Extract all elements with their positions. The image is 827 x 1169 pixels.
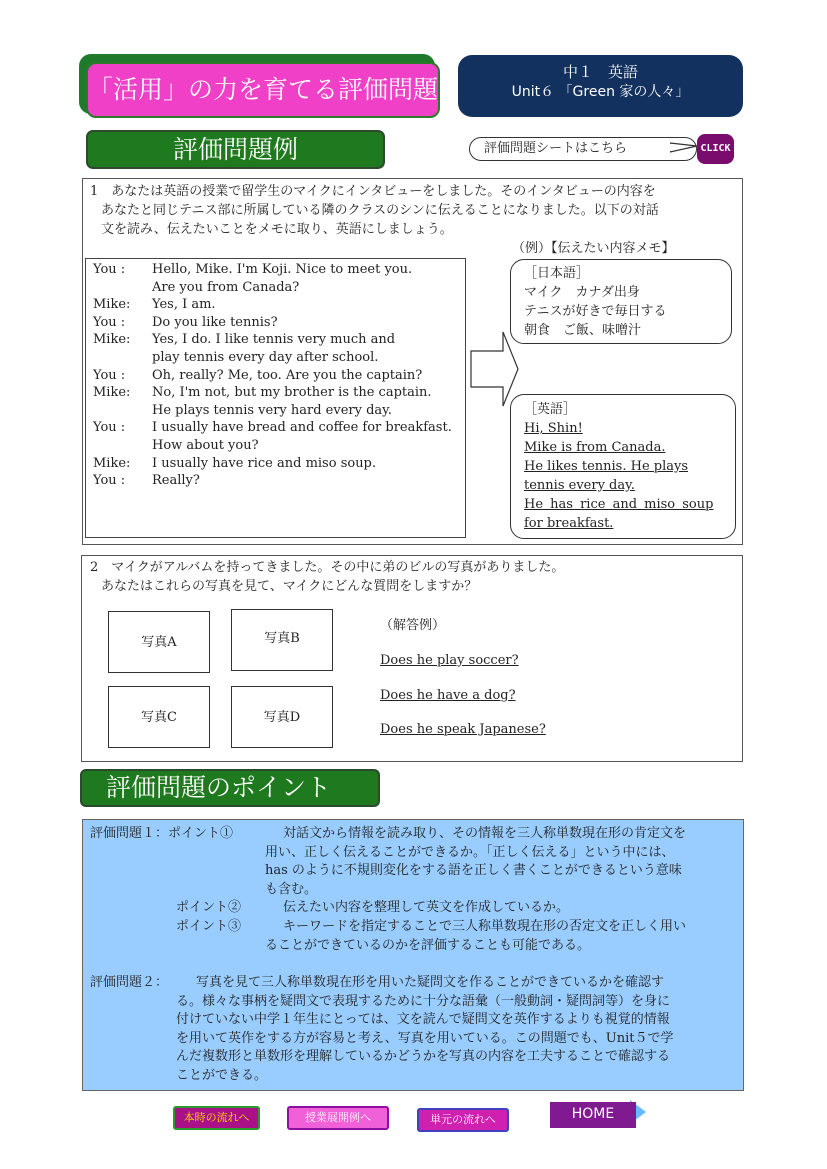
home-button[interactable]: HOME [550, 1102, 636, 1128]
dialogue-line: Mike: I usually have rice and miso soup. [93, 455, 377, 471]
points-heading: 評価問題のポイント [80, 769, 380, 807]
photo-c: 写真C [108, 686, 210, 748]
memo-en-line: He likes tennis. He plays [524, 459, 689, 474]
question1-line2: あなたと同じテニス部に所属している隣のクラスのシンに伝えることになりました。以下の対話 [101, 203, 659, 218]
answer-line: Does he speak Japanese? [380, 722, 546, 737]
memo-en-line: for breakfast. [524, 516, 614, 531]
point-3-text [265, 918, 740, 955]
unit-label: Unit６ 「Green 家の人々」 [511, 84, 690, 100]
point-line: キーワードを指定することで三人称単数現在形の否定文を正しく用い [283, 919, 687, 934]
dialogue-line: You : Oh, really? Me, too. Are you the captain? [93, 367, 423, 383]
photo-a: 写真A [108, 611, 210, 673]
memo-jp-label: ［日本語］ [524, 266, 590, 281]
question1-line3: 文を読み、伝えたいことをメモに取り、英語にしましょう。 [101, 222, 453, 237]
memo-title: （例）【伝えたい内容メモ】 [512, 241, 675, 256]
page-title: 「活用」の力を育てる評価問題 [86, 62, 440, 118]
memo-english-bubble [510, 394, 736, 539]
dialogue-line: He plays tennis very hard every day. [152, 402, 392, 418]
dialogue-line: Mike: Yes, I do. I like tennis very much and [93, 332, 396, 348]
point-line: 付けていない中学１年生にとっては、文を読んで疑問文を英作するよりも視覚的情報 [176, 1012, 670, 1027]
dialogue-line: You : Do you like tennis? [93, 314, 278, 330]
flow-lesson-button[interactable]: 本時の流れへ [173, 1106, 260, 1130]
sheet-link-callout[interactable]: 評価問題シートはこちら [469, 137, 697, 161]
memo-en-label: ［英語］ [524, 402, 577, 417]
point-q1-label: 評価問題１：ポイント① [90, 826, 234, 841]
point-line: has のように不規則変化をする語を正しく書くことができるという意味 [265, 863, 682, 878]
dialogue-line: Mike: Yes, I am. [93, 297, 216, 313]
examples-heading: 評価問題例 [86, 130, 385, 169]
answer-label: （解答例） [380, 618, 446, 633]
question1-line1: 1 あなたは英語の授業で留学生のマイクにインタビューをしました。そのインタビューの内容を [90, 184, 656, 199]
point-line: を用いて英作をする方が容易と考え、写真を用いている。この問題でも、Unit５で学 [176, 1030, 674, 1046]
point-2-label: ポイント② [176, 900, 242, 915]
dialogue-line: You : I usually have bread and coffee for breakfast. [93, 420, 452, 436]
memo-jp-line: 朝食 ご飯、味噌汁 [524, 323, 642, 338]
point-line: ることができているのかを評価することも可能である。 [265, 937, 591, 953]
point-line: も含む。 [265, 881, 318, 897]
question1-prompt [90, 182, 740, 239]
point-line: 用い、正しく伝えることができるか。「正しく伝える」という中には、 [265, 844, 675, 860]
memo-en-line: He has rice and miso soup [524, 497, 714, 512]
grade-label: 中１ 英語 [562, 63, 638, 81]
answer-line: Does he have a dog? [380, 688, 516, 703]
memo-en-line: Mike is from Canada. [524, 440, 666, 455]
question2-line2: あなたはこれらの写真を見て、マイクにどんな質問をしますか？ [101, 579, 478, 594]
point-line: る。様々な事柄を疑問文で表現するために十分な語彙（一般動詞・疑問詞等）を身に [176, 993, 671, 1009]
dialogue-line: You : Hello, Mike. I'm Koji. Nice to meet you. [93, 262, 413, 277]
callout-tail-icon [670, 141, 700, 155]
flow-unit-button[interactable]: 単元の流れへ [417, 1108, 509, 1132]
dialogue-line: How about you? [152, 437, 259, 453]
memo-japanese-bubble [510, 259, 732, 344]
memo-en-line: Hi, Shin! [524, 421, 583, 436]
point-q1-text [265, 825, 740, 899]
dialogue-line: You : Really? [93, 473, 200, 489]
unit-badge [458, 55, 743, 117]
question2-line1: 2 マイクがアルバムを持ってきました。その中に弟のビルの写真がありました。 [90, 560, 565, 575]
click-button[interactable]: CLICK [697, 134, 734, 164]
photo-b: 写真B [231, 609, 333, 671]
point-3-label: ポイント③ [176, 919, 242, 934]
memo-jp-line: マイク カナダ出身 [524, 285, 640, 300]
memo-en-line: tennis every day. [524, 478, 635, 493]
point-2-text: 伝えたい内容を整理して英文を作成しているか。 [283, 900, 570, 915]
point-q2-text [176, 974, 740, 1085]
point-q2-label: 評価問題２： [90, 975, 169, 990]
dialogue-line: Mike: No, I'm not, but my brother is the captain. [93, 385, 432, 401]
dialogue-line: play tennis every day after school. [152, 349, 379, 365]
point-line: 対話文から情報を読み取り、その情報を三人称単数現在形の肯定文を [283, 826, 687, 841]
memo-jp-line: テニスが好きで毎日する [524, 304, 667, 319]
dialogue-line: Are you from Canada? [152, 279, 300, 295]
dialogue [93, 261, 452, 490]
question2-prompt [90, 558, 564, 596]
photo-d: 写真D [231, 686, 333, 748]
point-line: ことができる。 [176, 1067, 268, 1083]
point-line: 写真を見て三人称単数現在形を用いた疑問文を作ることができているかを確認す [196, 975, 665, 990]
lesson-plan-button[interactable]: 授業展開例へ [287, 1106, 389, 1130]
point-line: んだ複数形と単数形を理解しているかどうかを写真の内容を工夫することで確認する [176, 1049, 671, 1064]
answer-line: Does he play soccer? [380, 653, 519, 668]
